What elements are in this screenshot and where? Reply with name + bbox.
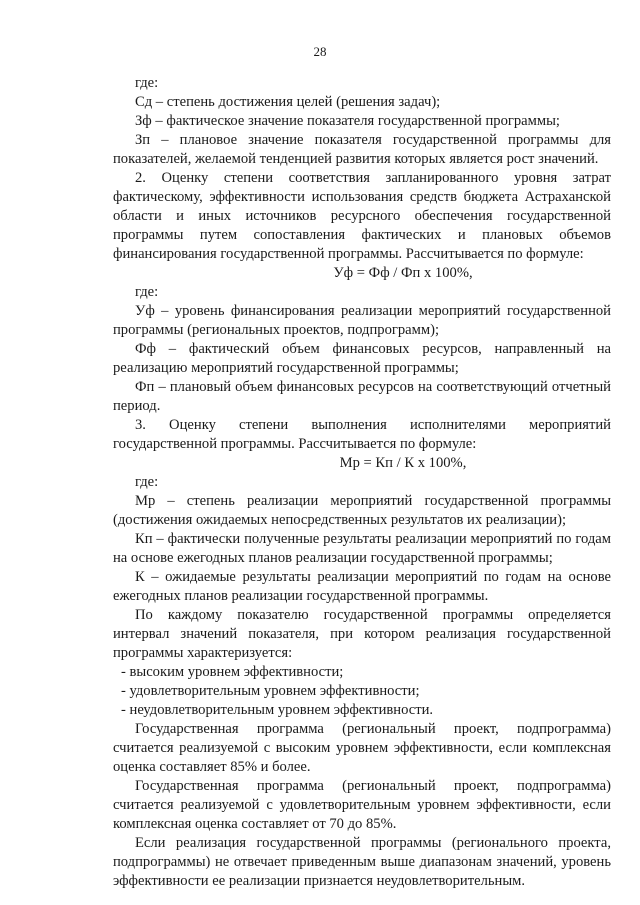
list-item: - неудовлетворительным уровнем эффективности. [121,702,434,718]
paragraph: где: [135,75,159,91]
paragraph: Кп – фактически полученные результаты реализации мероприятий по годам на основе ежегодных планов реализации государственной программы; [113,531,611,566]
paragraph: Если реализация государственной программы (регионального проекта, подпрограммы) не отвечает приведенным выше диапазонам значений, уровень эффективности ее реализации признается неудовлетворительным. [113,835,611,889]
list-item: - высоким уровнем эффективности; [121,664,344,680]
paragraph: Зф – фактическое значение показателя государственной программы; [135,113,560,129]
paragraph: Зп – плановое значение показателя государственной программы для показателей, желаемой тенденцией развития которых является рост значений. [113,132,611,167]
paragraph: Уф – уровень финансирования реализации мероприятий государственной программы (региональных проектов, подпрограмм); [113,303,611,338]
paragraph: Государственная программа (региональный проект, подпрограмма) считается реализуемой с удовлетворительным уровнем эффективности, если комплексная оценка составляет от 70 до 85%. [113,778,611,832]
paragraph: Государственная программа (региональный проект, подпрограмма) считается реализуемой с высоким уровнем эффективности, если комплексная оценка составляет 85% и более. [113,721,611,775]
paragraph: где: [135,474,159,490]
paragraph: По каждому показателю государственной программы определяется интервал значений показателя, при котором реализация государственной программы характеризуется: [113,607,611,661]
paragraph: 2. Оценку степени соответствия запланированного уровня затрат фактическому, эффективности использования средств бюджета Астраханской области и иных источников ресурсного обеспечения государственной программы путем сопоставления фактических и плановых объемов финансирования государственной программы. Рассчитывается по формуле: [113,170,611,262]
document-body [113,74,611,891]
paragraph: К – ожидаемые результаты реализации мероприятий по годам на основе ежегодных планов реализации государственной программы. [113,569,611,604]
list-item: - удовлетворительным уровнем эффективности; [121,683,420,699]
paragraph: Фф – фактический объем финансовых ресурсов, направленный на реализацию мероприятий государственной программы; [113,341,611,376]
paragraph: Фп – плановый объем финансовых ресурсов на соответствующий отчетный период. [113,379,611,414]
paragraph: Сд – степень достижения целей (решения задач); [135,94,441,110]
formula: Мр = Кп / К х 100%, [339,455,467,471]
paragraph: 3. Оценку степени выполнения исполнителями мероприятий государственной программы. Рассчитывается по формуле: [113,417,611,452]
paragraph: Мр – степень реализации мероприятий государственной программы (достижения ожидаемых непосредственных результатов их реализации); [113,493,611,528]
formula: Уф = Фф / Фп х 100%, [333,265,473,281]
paragraph: где: [135,284,159,300]
page-number: 28 [313,44,327,59]
